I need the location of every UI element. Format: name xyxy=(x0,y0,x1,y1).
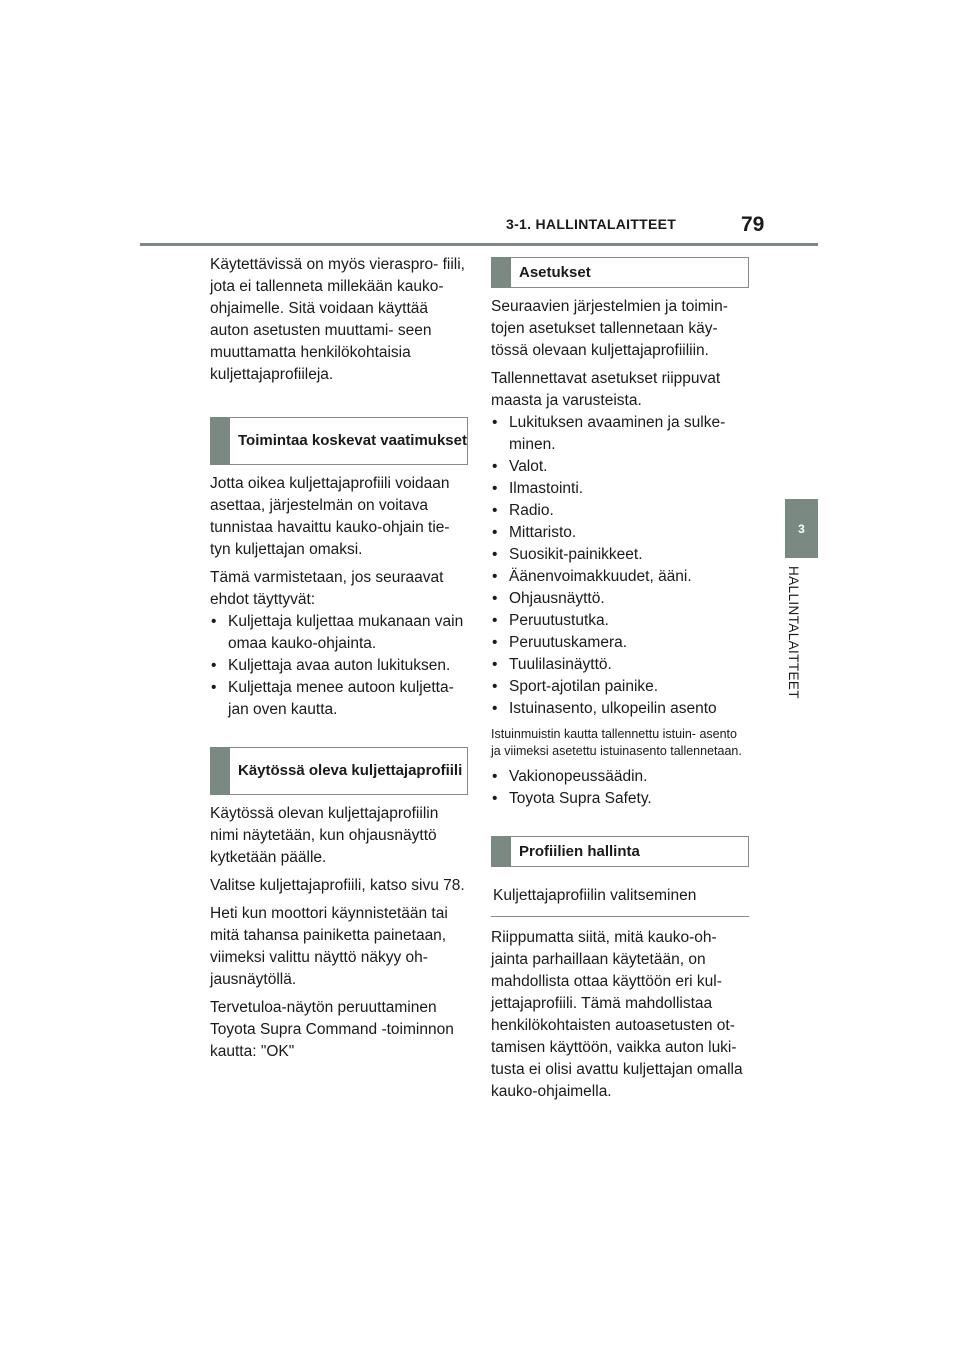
list-item: • Kuljettaja menee autoon kuljetta- jan oven kautta. xyxy=(210,677,468,721)
section-heading-requirements xyxy=(210,417,468,465)
list-item: • Ilmastointi. xyxy=(491,478,749,500)
list-item: • Ohjausnäyttö. xyxy=(491,588,749,610)
paragraph: Valitse kuljettajaprofiili, katso sivu 78. xyxy=(210,877,465,894)
right-column xyxy=(491,257,749,1109)
list-item: • Peruutustutka. xyxy=(491,610,749,632)
section-title: Asetukset xyxy=(519,263,591,281)
page-number: 79 xyxy=(741,213,765,236)
paragraph: Seuraavien järjestelmien ja toimin- tojen asetukset tallennetaan käy- tössä olevaan kuljettajaprofiiliin. xyxy=(491,298,728,359)
paragraph: Jotta oikea kuljettajaprofiili voidaan asettaa, järjestelmän on voitava tunnistaa havaittu kauko-ohjain tie- tyn kuljettajan omaksi. xyxy=(210,475,450,558)
list-item: • Toyota Supra Safety. xyxy=(491,788,749,810)
note-text: Istuinmuistin kautta tallennettu istuin- asento ja viimeksi asetettu istuinasento tallennetaan. xyxy=(491,727,742,758)
chapter-tab: 3 xyxy=(785,499,818,558)
section-marker xyxy=(491,257,511,288)
list-item: • Kuljettaja kuljettaa mukanaan vain omaa kauko-ohjainta. xyxy=(210,611,468,655)
section-marker xyxy=(210,417,230,465)
header-divider xyxy=(140,243,818,246)
list-item: • Peruutuskamera. xyxy=(491,632,749,654)
list-item: • Vakionopeussäädin. xyxy=(491,766,749,788)
paragraph: Heti kun moottori käynnistetään tai mitä tahansa painiketta painetaan, viimeksi valittu näyttö näkyy oh- jausnäytöllä. xyxy=(210,905,448,988)
section-marker xyxy=(210,747,230,795)
paragraph: Tallennettavat asetukset riippuvat maasta ja varusteista. xyxy=(491,370,721,409)
subsection-heading: Kuljettajaprofiilin valitseminen xyxy=(491,885,749,917)
bullet-list xyxy=(491,766,749,810)
section-title: Toimintaa koskevat vaatimukset xyxy=(238,432,467,449)
paragraph: Tämä varmistetaan, jos seuraavat ehdot täyttyvät: xyxy=(210,569,444,608)
section-heading-settings xyxy=(491,257,749,288)
intro-paragraph: Käytettävissä on myös vieraspro- fiili, jota ei tallenneta millekään kauko-ohjaimelle. Sitä voidaan käyttää auton asetusten muuttami- seen muuttamatta henkilökohtaisia kuljettajaprofiileja. xyxy=(210,256,465,383)
list-item: • Suosikit-painikkeet. xyxy=(491,544,749,566)
section-marker xyxy=(491,836,511,867)
section-heading-active-profile xyxy=(210,747,468,795)
list-item: • Kuljettaja avaa auton lukituksen. xyxy=(210,655,468,677)
section-title: Profiilien hallinta xyxy=(519,842,640,860)
list-item: • Valot. xyxy=(491,456,749,478)
list-item: • Lukituksen avaaminen ja sulke- minen. xyxy=(491,412,749,456)
list-item: • Mittaristo. xyxy=(491,522,749,544)
list-item: • Sport-ajotilan painike. xyxy=(491,676,749,698)
bullet-list xyxy=(491,412,749,720)
chapter-tab-label: HALLINTALAITTEET xyxy=(786,566,801,699)
list-item: • Tuulilasinäyttö. xyxy=(491,654,749,676)
bullet-list xyxy=(210,611,468,721)
section-title: Käytössä oleva kuljettajaprofiili xyxy=(238,762,463,779)
paragraph: Tervetuloa-näytön peruuttaminen Toyota Supra Command -toiminnon kautta: "OK" xyxy=(210,999,454,1060)
section-heading-profile-management xyxy=(491,836,749,867)
list-item: • Äänenvoimakkuudet, ääni. xyxy=(491,566,749,588)
paragraph: Käytössä olevan kuljettajaprofiilin nimi näytetään, kun ohjausnäyttö kytketään päälle. xyxy=(210,805,439,866)
paragraph: Riippumatta siitä, mitä kauko-oh- jainta parhaillaan käytetään, on mahdollista ottaa käyttöön eri kul- jettajaprofiili. Tämä mahdollistaa henkilökohtaisten autoasetusten ot- tamisen käyttöön, vaikka auton luki- tusta ei olisi avattu kuljettajan omalla kauko-ohjaimella. xyxy=(491,929,743,1100)
list-item: • Radio. xyxy=(491,500,749,522)
header-section-title: 3-1. HALLINTALAITTEET xyxy=(506,216,677,232)
list-item: • Istuinasento, ulkopeilin asento xyxy=(491,698,749,720)
left-column xyxy=(210,254,468,1069)
